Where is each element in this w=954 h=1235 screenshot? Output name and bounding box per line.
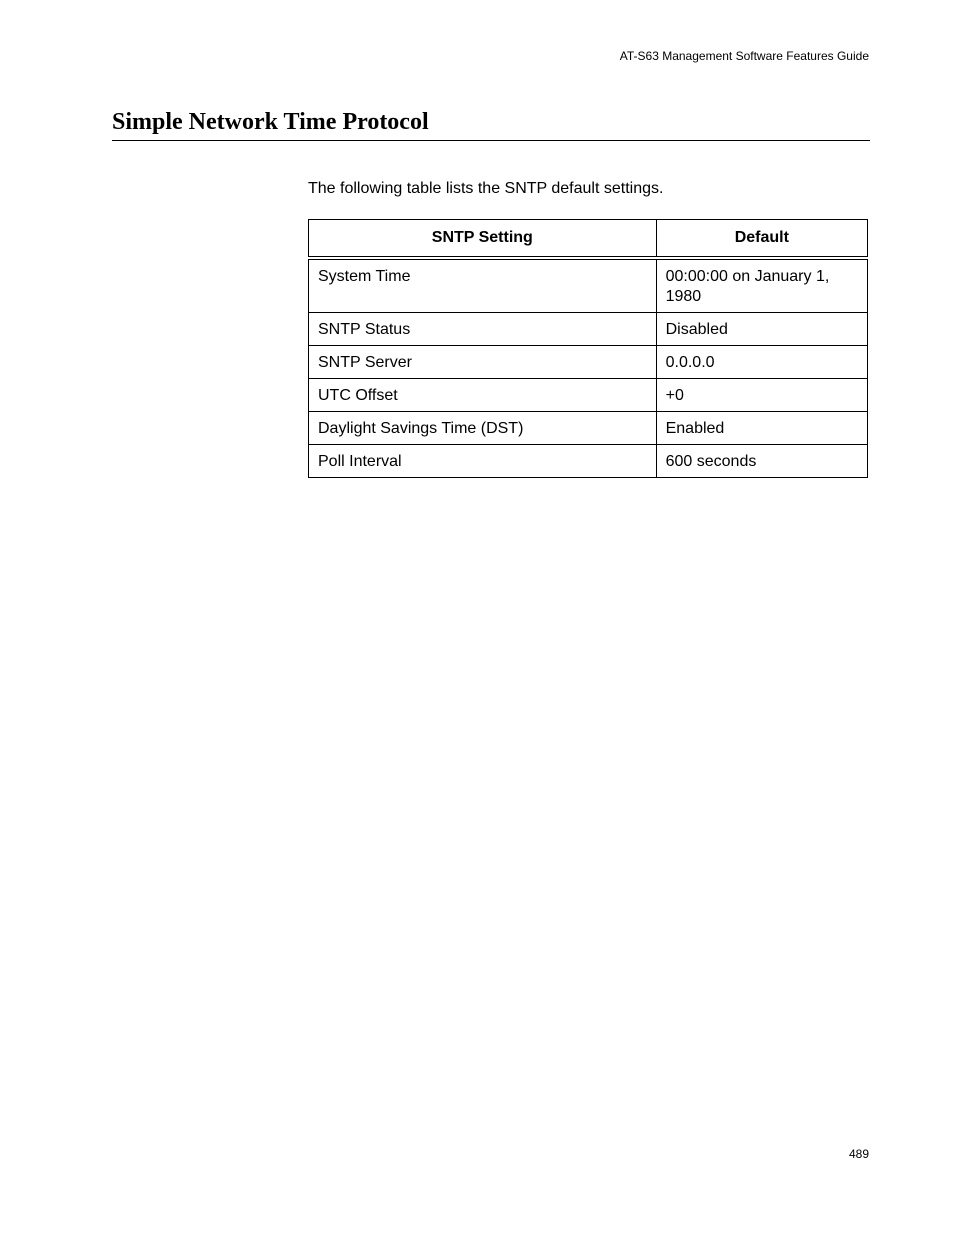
default-cell: Enabled	[656, 412, 867, 445]
default-cell: 0.0.0.0	[656, 346, 867, 379]
table-row	[309, 313, 868, 346]
table-row	[309, 379, 868, 412]
table-row	[309, 412, 868, 445]
intro-paragraph: The following table lists the SNTP default settings.	[308, 180, 664, 197]
title-rule	[112, 140, 870, 141]
column-header-default: Default	[656, 220, 867, 259]
sntp-defaults-table	[308, 219, 868, 478]
default-cell: 00:00:00 on January 1, 1980	[656, 258, 867, 313]
table-row	[309, 445, 868, 478]
setting-cell: UTC Offset	[309, 379, 657, 412]
default-cell: +0	[656, 379, 867, 412]
table-row	[309, 346, 868, 379]
setting-cell: Poll Interval	[309, 445, 657, 478]
setting-cell: Daylight Savings Time (DST)	[309, 412, 657, 445]
setting-cell: System Time	[309, 258, 657, 313]
default-cell: 600 seconds	[656, 445, 867, 478]
running-header: AT-S63 Management Software Features Guide	[619, 49, 869, 63]
page-number: 489	[848, 1147, 869, 1161]
section-title: Simple Network Time Protocol	[112, 109, 429, 135]
default-cell: Disabled	[656, 313, 867, 346]
column-header-setting: SNTP Setting	[309, 220, 657, 259]
table-row	[309, 258, 868, 313]
setting-cell: SNTP Status	[309, 313, 657, 346]
setting-cell: SNTP Server	[309, 346, 657, 379]
table-header-row	[309, 220, 868, 259]
